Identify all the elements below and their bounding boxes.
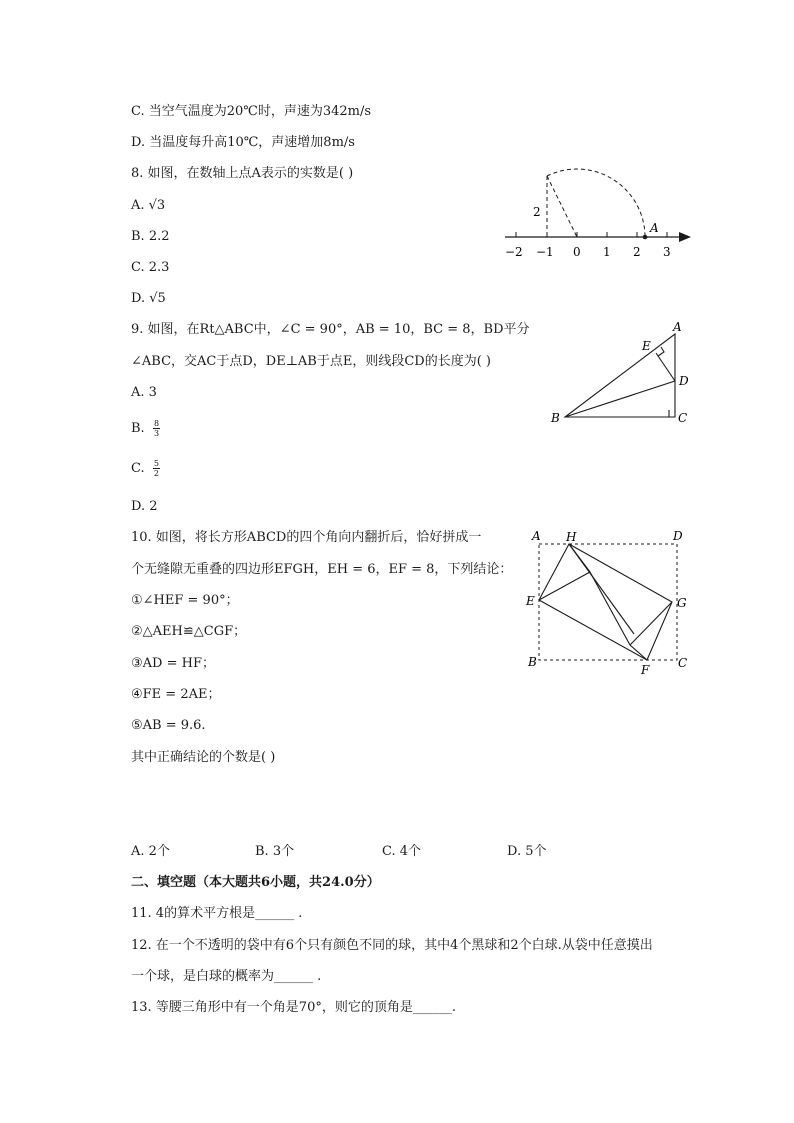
rect-label-e: E [526,594,535,608]
rect-label-b: B [528,655,537,669]
tick-label: 0 [573,245,581,259]
q9-option-b-fraction [153,419,160,438]
q9-option-b-label: B. [131,421,145,436]
tick-label: 1 [603,245,611,259]
q9-option-c-fraction [153,459,160,478]
q10-statement-3: ③AD = HF； [131,656,215,671]
fraction-numerator: 5 [153,459,159,468]
q8-option-d: D. √5 [131,291,166,306]
numberline-point-a: A [650,221,659,235]
triangle-label-d: D [679,374,689,388]
q10-options-row [131,843,691,861]
q12-line1: 12. 在一个不透明的袋中有6个只有颜色不同的球，其中4个黑球和2个白球.从袋中任意摸出 [131,938,653,953]
tick-label: −2 [505,245,523,259]
q10-statement-1: ①∠HEF = 90°； [131,593,239,608]
q7-option-d: D. 当温度每升高10℃，声速增加8m/s [131,135,355,150]
rect-label-a: A [532,529,541,543]
triangle-label-c: C [678,411,688,425]
q8-option-b: B. 2.2 [131,229,170,244]
rect-label-f: F [641,663,650,677]
q11: 11. 4的算术平方根是______ . [131,906,303,921]
q10-stem-line1: 10. 如图，将长方形ABCD的四个角向内翻折后，恰好拼成一 [131,530,482,545]
q13: 13. 等腰三角形中有一个角是70°，则它的顶角是______. [131,1000,456,1015]
q9-stem-line1: 9. 如图，在Rt△ABC中，∠C = 90°，AB = 10，BC = 8，BD平分 [131,322,530,337]
rect-label-c: C [678,656,688,670]
folded-rectangle-figure [522,524,702,680]
fraction-numerator: 8 [153,419,160,428]
q8-stem: 8. 如图，在数轴上点A表示的实数是( ) [131,166,354,181]
triangle-figure [545,318,705,430]
section-2-heading: 二、填空题（本大题共6小题，共24.0分） [131,875,380,890]
q8-option-a: A. √3 [131,198,166,213]
q10-stem-line2: 个无缝隙无重叠的四边形EFGH，EH = 6，EF = 8，下列结论： [131,562,513,577]
q8-option-c: C. 2.3 [131,260,170,275]
rect-label-h: H [566,530,577,544]
q7-option-c: C. 当空气温度为20℃时，声速为342m/s [131,104,372,119]
q10-option-d: D. 5个 [507,844,547,859]
q9-option-a: A. 3 [131,385,157,400]
triangle-label-e: E [642,339,651,353]
q9-option-d: D. 2 [131,499,158,514]
rect-label-g: G [677,596,687,610]
q10-question: 其中正确结论的个数是( ) [131,750,276,765]
rect-label-d: D [673,529,683,543]
q9-option-b [131,419,160,438]
q10-statement-5: ⑤AB = 9.6. [131,718,206,733]
numberline-height-label: 2 [533,205,541,219]
tick-label: −1 [536,245,554,259]
q12-line2: 一个球，是白球的概率为______ . [131,969,322,984]
q10-statement-4: ④FE = 2AE； [131,687,221,702]
tick-label: 2 [633,245,641,259]
number-line-figure [495,160,700,265]
q10-option-a: A. 2个 [131,844,170,859]
triangle-label-a: A [673,320,682,334]
q10-option-c: C. 4个 [382,844,422,859]
fraction-denominator: 3 [153,429,160,438]
fraction-denominator: 2 [153,469,159,478]
q9-option-c-label: C. [131,461,145,476]
triangle-label-b: B [551,411,560,425]
q9-option-c [131,459,160,478]
tick-label: 3 [663,245,671,259]
q10-option-b: B. 3个 [255,844,295,859]
q9-stem-line2: ∠ABC，交AC于点D，DE⊥AB于点E，则线段CD的长度为( ) [131,354,491,369]
q10-statement-2: ②△AEH≌△CGF； [131,624,247,639]
